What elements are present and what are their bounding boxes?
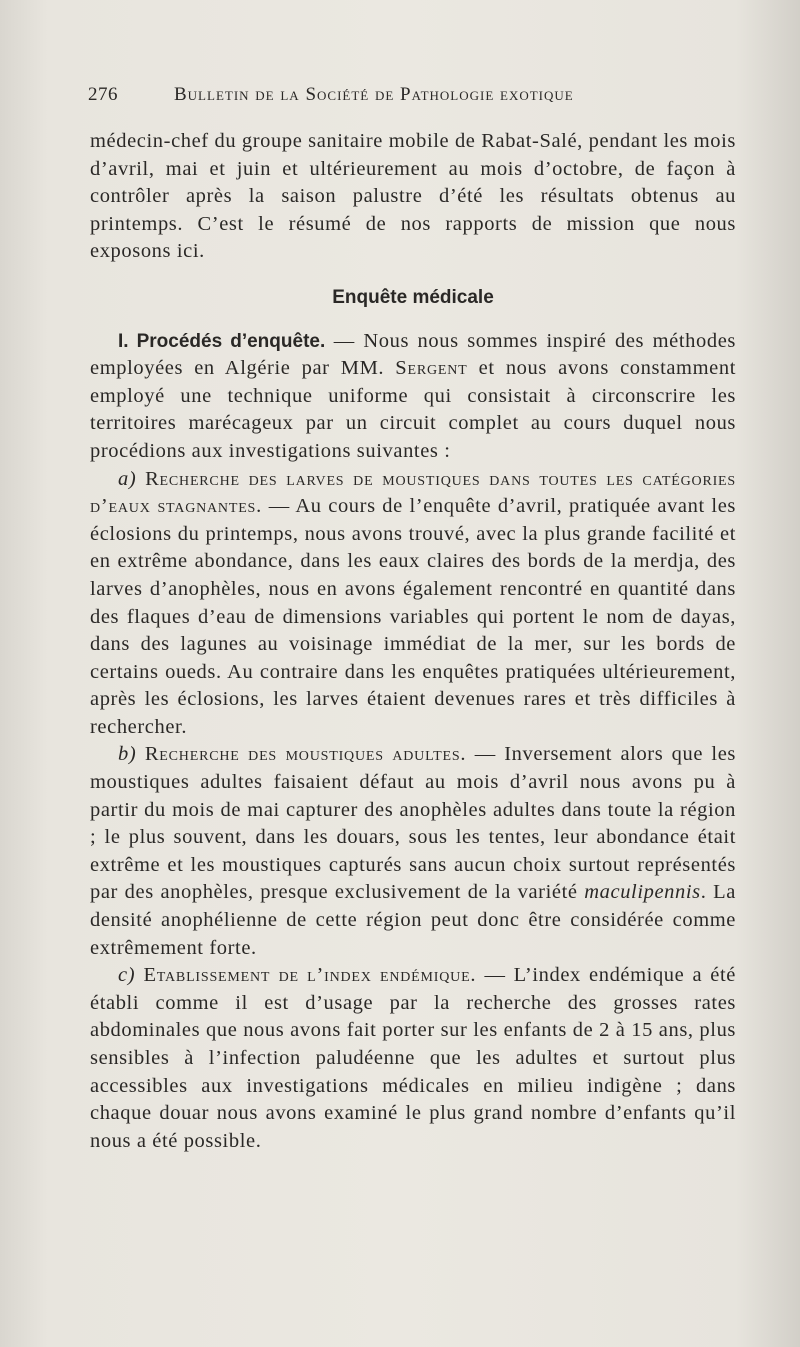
section-title: Enquête médicale (332, 286, 494, 308)
paragraph-item-b (90, 741, 736, 962)
intro-paragraph: médecin-chef du groupe sanitaire mobile de Rabat-Salé, pendant les mois d’avril, mai et juin et ultérieurement au mois d’octobre, de façon à contrôler après la saison palustre d’été les résultats obtenus au printemps. C’est le résumé de nos rapports de mission que nous exposons ici. (90, 130, 737, 263)
item-heading: Etablissement de l’index endémique. (135, 964, 477, 987)
item-letter: c) (118, 964, 136, 987)
item-heading: Recherche des larves de moustiques dans toutes les catégories d’eaux stagnantes. (90, 467, 736, 518)
item-heading: Recherche des moustiques adultes. (136, 743, 467, 766)
paragraph-text: — Nous nous sommes inspiré des méthodes employées en Algérie par MM. (90, 329, 736, 380)
item-letter: a) (118, 467, 137, 490)
paragraph-text: — Inversement alors que les moustiques adultes faisaient défaut au mois d’avril nous avons pu à partir du mois de mai capturer des anophèles adultes dans toute la région ; le plus souvent, dans les douars, sous les tentes, leur abondance était extrême et les moustiques capturés sans aucun choix surtout représentés par des anophèles, presque exclusivement de la variété (90, 743, 736, 904)
paragraph-text: — L’index endémique a été établi comme il est d’usage par la recherche des grosses rates abdominales que nous avons fait porter sur les enfants de 2 à 15 ans, plus sensibles à l’infection paludéenne que les adultes et surtout plus accessibles aux investigations médicales en milieu indigène ; dans chaque douar nous avons examiné le plus grand nombre d’enfants qu’il nous a été possible. (90, 964, 736, 1152)
paragraph-text: . La densité anophélienne de cette région peut donc être considérée comme extrêmement forte. (90, 881, 736, 959)
running-header (88, 84, 748, 106)
article-body (90, 128, 736, 1155)
paragraph-item-c (90, 962, 736, 1155)
subsection-label: I. Procédés d’enquête. (118, 330, 326, 352)
species-name: maculipennis (584, 881, 701, 904)
author-name: Sergent (395, 357, 468, 380)
paragraph-text: et nous avons constamment employé une technique uniforme qui consistait à circonscrire les territoires marécageux par un circuit complet au cours duquel nous procédions aux investigations suivantes : (90, 357, 736, 462)
page-number: 276 (88, 84, 118, 105)
journal-title: Bulletin de la Société de Pathologie exotique (174, 84, 574, 105)
item-letter: b) (118, 743, 137, 766)
paragraph-item-a (90, 466, 736, 742)
paragraph-text: — Au cours de l’enquête d’avril, pratiquée avant les éclosions du printemps, nous avons trouvé, avec la plus grande facilité et en extrême abondance, dans les eaux claires des bords de la merdja, des larves d’anophèles, nous en avons également rencontré en quantité dans des flaques d’eau de dimensions variables qui portent le nom de dayas, dans des lagunes au voisinage immédiat de la mer, sur les bords de certains oueds. Au contraire dans les enquêtes pratiquées ultérieurement, après les éclosions, les larves étaient devenues rares et très difficiles à rechercher. (90, 495, 736, 738)
paragraph-procedes (90, 328, 736, 466)
